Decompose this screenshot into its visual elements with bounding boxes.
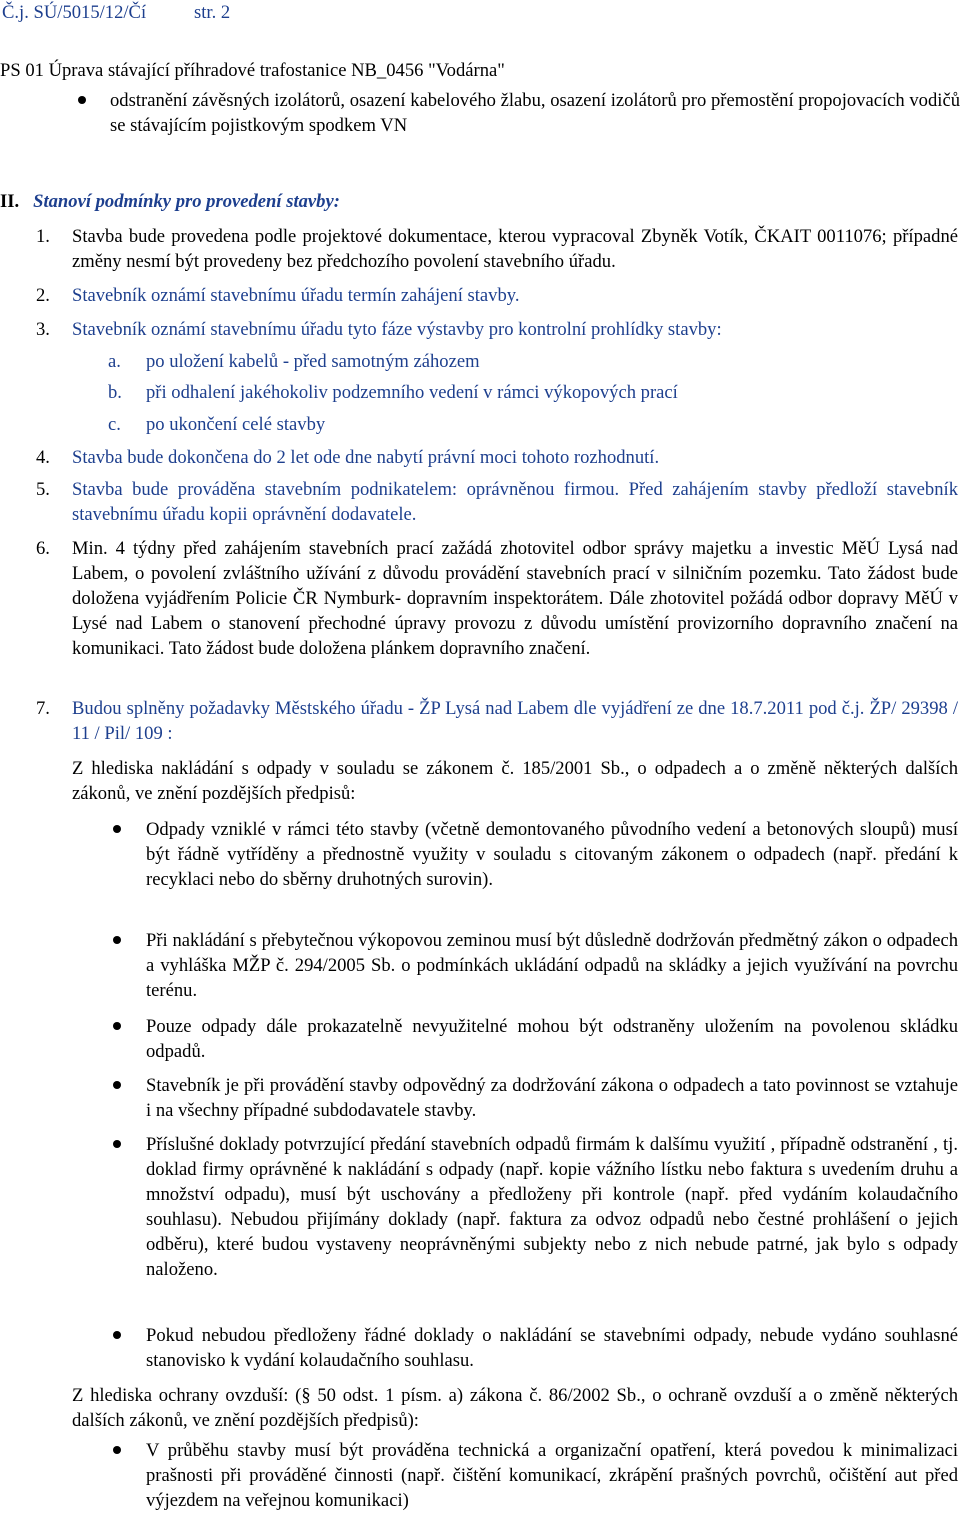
- condition-text: Stavba bude dokončena do 2 let ode dne nabytí právní moci tohoto rozhodnutí.: [72, 447, 660, 468]
- bullet-icon: [113, 825, 121, 833]
- condition-text: Budou splněny požadavky Městského úřadu - ŽP Lysá nad Labem dle vyjádření ze dne 18.7.2011 pod č.j. ŽP/ 29398 / 11 / Pil/ 109 :: [72, 698, 958, 744]
- waste-bullet-text: Pokud nebudou předloženy řádné doklady o nakládání se stavebními odpady, nebude vydáno souhlasné stanovisko k vydání kolaudačního souhlasu.: [146, 1325, 958, 1371]
- subitem-text: při odhalení jakéhokoliv podzemního vedení v rámci výkopových prací: [146, 382, 678, 403]
- condition-number: 5.: [36, 479, 50, 500]
- section-title: Stanoví podmínky pro provedení stavby:: [33, 191, 340, 212]
- waste-bullet-text: Stavebník je při provádění stavby odpovědný za dodržování zákona o odpadech a tato povinnost se vztahuje i na všechny případné subdodavatele stavby.: [146, 1075, 958, 1121]
- reference-number: Č.j. SÚ/5015/12/Čí: [2, 2, 147, 23]
- ps-title: PS 01 Úprava stávající příhradové trafostanice NB_0456 "Vodárna": [0, 60, 505, 81]
- ps-bullet-text: odstranění závěsných izolátorů, osazení kabelového žlabu, osazení izolátorů pro přemostění propojovacích vodičů se stávajícím pojistkovým spodkem VN: [110, 90, 960, 136]
- condition-number: 3.: [36, 319, 50, 340]
- condition-text: Stavba bude provedena podle projektové dokumentace, kterou vypracoval Zbyněk Votík, ČKAIT 0011076; případné změny nesmí být provedeny bez předchozího povolení stavebního úřadu.: [72, 226, 958, 272]
- bullet-icon: [113, 936, 121, 944]
- subitem-letter: b.: [108, 382, 122, 403]
- condition-number: 4.: [36, 447, 50, 468]
- bullet-icon: [113, 1331, 121, 1339]
- condition-number: 2.: [36, 285, 50, 306]
- condition-number: 7.: [36, 698, 50, 719]
- condition-text: Stavebník oznámí stavebnímu úřadu tyto fáze výstavby pro kontrolní prohlídky stavby:: [72, 319, 722, 340]
- bullet-icon: [113, 1140, 121, 1148]
- waste-bullet-text: Odpady vzniklé v rámci této stavby (včetně demontovaného původního vedení a betonových sloupů) musí být řádně vytříděny a přednostně využity v souladu s citovaným zákonem o odpadech (např. předání k recyklaci nebo do sběrny druhotných surovin).: [146, 819, 958, 890]
- waste-intro: Z hlediska nakládání s odpady v souladu se zákonem č. 185/2001 Sb., o odpadech a o změně některých dalších zákonů, ve znění pozdějších předpisů:: [72, 758, 958, 804]
- air-bullet-text: V průběhu stavby musí být prováděna technická a organizační opatření, která povedou k minimalizaci prašnosti při prováděné činnosti (např. čištění komunikací, zkrápění prašných povrchů, očištění aut před výjezdem na veřejnou komunikaci): [146, 1440, 958, 1511]
- bullet-icon: [113, 1022, 121, 1030]
- bullet-icon: [113, 1446, 121, 1454]
- subitem-letter: a.: [108, 351, 121, 372]
- waste-bullet-text: Pouze odpady dále prokazatelně nevyužitelné mohou být odstraněny uložením na povolenou skládku odpadů.: [146, 1016, 958, 1062]
- page-number: str. 2: [194, 2, 231, 23]
- section-roman: II.: [0, 191, 20, 212]
- condition-number: 6.: [36, 538, 50, 559]
- bullet-icon: [113, 1081, 121, 1089]
- waste-bullet-text: Při nakládání s přebytečnou výkopovou zeminou musí být důsledně dodržován předmětný zákon o odpadech a vyhláška MŽP č. 294/2005 Sb. o podmínkách ukládání odpadů na skládky a jejich využívání na povrchu terénu.: [146, 930, 958, 1001]
- section-heading: [0, 189, 340, 214]
- subitem-text: po ukončení celé stavby: [146, 414, 326, 435]
- subitem-letter: c.: [108, 414, 121, 435]
- condition-text: Stavebník oznámí stavebnímu úřadu termín zahájení stavby.: [72, 285, 520, 306]
- subitem-text: po uložení kabelů - před samotným záhozem: [146, 351, 480, 372]
- condition-number: 1.: [36, 226, 50, 247]
- waste-bullet-text: Příslušné doklady potvrzující předání stavebních odpadů firmám k dalšímu využití , případně odstranění , tj. doklad firmy oprávněné k nakládání s odpady (např. kopie vážního lístku nebo faktura s uvedením druhu a množství odpadu), musí být uschovány a předloženy při kontrole (např. před vydáním kolaudačního souhlasu). Nebudou přijímány doklady (např. faktura za odvoz odpadů nebo čestné prohlášení o jejich odběru), které budou vystaveny neoprávněnými subjekty nebo z nich nebude patrné, jak bylo s odpady naloženo.: [146, 1134, 958, 1280]
- condition-text: Stavba bude prováděna stavebním podnikatelem: oprávněnou firmou. Před zahájením stavby předloží stavebník stavebnímu úřadu kopii oprávnění dodavatele.: [72, 479, 958, 525]
- bullet-icon: [78, 96, 86, 104]
- air-intro: Z hlediska ochrany ovzduší: (§ 50 odst. 1 písm. a) zákona č. 86/2002 Sb., o ochraně ovzduší a o změně některých dalších zákonů, ve znění pozdějších předpisů):: [72, 1385, 958, 1431]
- condition-text: Min. 4 týdny před zahájením stavebních prací zažádá zhotovitel odbor správy majetku a investic MěÚ Lysá nad Labem, o povolení zvláštního užívání z důvodu provádění stavebních prací v silničním pozemku. Tato žádost bude doložena vyjádřením Policie ČR Nymburk- dopravním inspektorátem. Dále zhotovitel požádá odbor dopravy MěÚ v Lysé nad Labem o stanovení přechodné úpravy provozu z důvodu umístění provizorního dopravního značení na komunikaci. Tato žádost bude doložena plánkem dopravního značení.: [72, 538, 958, 659]
